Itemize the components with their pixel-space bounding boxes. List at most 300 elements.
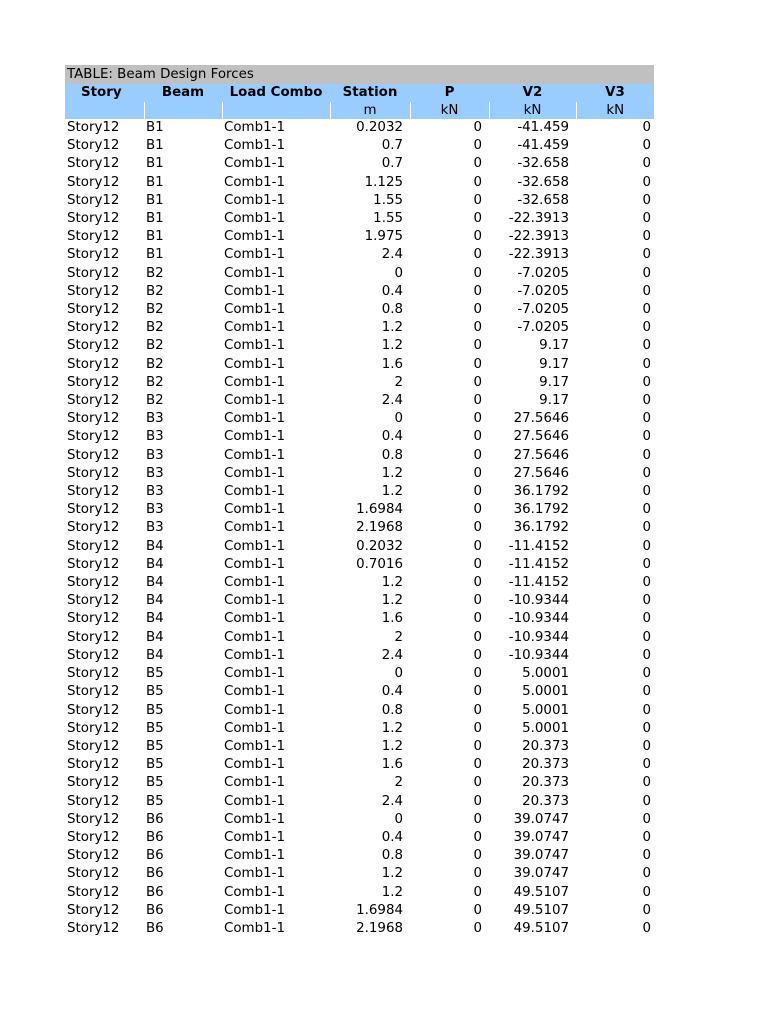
cell-story: Story12 xyxy=(67,120,120,135)
cell-station: 2.4 xyxy=(381,393,403,409)
cell-story: Story12 xyxy=(67,884,120,900)
cell-v2: 9.17 xyxy=(539,393,569,409)
cell-v3: 0 xyxy=(642,156,651,172)
cell-story: Story12 xyxy=(67,666,120,682)
cell-p: 0 xyxy=(473,138,482,154)
cell-v3: 0 xyxy=(642,447,651,463)
cell-v2: -11.4152 xyxy=(508,575,569,591)
cell-load-combo: Comb1-1 xyxy=(224,484,285,500)
cell-load-combo: Comb1-1 xyxy=(224,320,285,336)
cell-beam: B1 xyxy=(146,229,164,245)
table-row xyxy=(65,702,654,720)
cell-p: 0 xyxy=(473,647,482,663)
cell-v2: 5.0001 xyxy=(522,666,569,682)
cell-p: 0 xyxy=(473,320,482,336)
table-row xyxy=(65,374,654,392)
cell-v2: 20.373 xyxy=(522,738,569,754)
unit-v2: kN xyxy=(489,102,576,119)
table-row xyxy=(65,283,654,301)
cell-station: 0 xyxy=(394,811,403,827)
cell-v3: 0 xyxy=(642,374,651,390)
table-row xyxy=(65,246,654,264)
beam-design-forces-table xyxy=(65,84,654,938)
cell-station: 1.975 xyxy=(364,229,403,245)
cell-beam: B5 xyxy=(146,684,164,700)
cell-beam: B3 xyxy=(146,502,164,518)
cell-v2: -7.0205 xyxy=(517,283,569,299)
table-row xyxy=(65,155,654,173)
cell-v2: 5.0001 xyxy=(522,720,569,736)
cell-v2: 27.5646 xyxy=(513,447,569,463)
cell-station: 2 xyxy=(394,374,403,390)
cell-story: Story12 xyxy=(67,356,120,372)
cell-v2: 36.1792 xyxy=(513,502,569,518)
cell-load-combo: Comb1-1 xyxy=(224,465,285,481)
cell-load-combo: Comb1-1 xyxy=(224,575,285,591)
cell-v2: 49.5107 xyxy=(513,902,569,918)
cell-p: 0 xyxy=(473,720,482,736)
cell-v3: 0 xyxy=(642,556,651,572)
table-row xyxy=(65,720,654,738)
cell-beam: B1 xyxy=(146,174,164,190)
table-row xyxy=(65,192,654,210)
cell-story: Story12 xyxy=(67,302,120,318)
cell-story: Story12 xyxy=(67,757,120,773)
cell-load-combo: Comb1-1 xyxy=(224,156,285,172)
cell-p: 0 xyxy=(473,611,482,627)
cell-v2: 49.5107 xyxy=(513,884,569,900)
cell-v3: 0 xyxy=(642,502,651,518)
cell-v3: 0 xyxy=(642,174,651,190)
cell-station: 2.4 xyxy=(381,247,403,263)
table-row xyxy=(65,228,654,246)
cell-p: 0 xyxy=(473,411,482,427)
cell-v3: 0 xyxy=(642,848,651,864)
cell-station: 1.6 xyxy=(381,611,403,627)
cell-load-combo: Comb1-1 xyxy=(224,866,285,882)
cell-v2: -41.459 xyxy=(517,138,569,154)
cell-station: 1.2 xyxy=(381,720,403,736)
cell-p: 0 xyxy=(473,174,482,190)
cell-story: Story12 xyxy=(67,593,120,609)
cell-station: 0.4 xyxy=(381,829,403,845)
cell-v2: 5.0001 xyxy=(522,684,569,700)
cell-v2: 20.373 xyxy=(522,775,569,791)
cell-beam: B2 xyxy=(146,283,164,299)
table-row xyxy=(65,811,654,829)
cell-beam: B5 xyxy=(146,757,164,773)
cell-story: Story12 xyxy=(67,211,120,227)
cell-beam: B5 xyxy=(146,793,164,809)
cell-p: 0 xyxy=(473,502,482,518)
cell-load-combo: Comb1-1 xyxy=(224,757,285,773)
cell-p: 0 xyxy=(473,848,482,864)
cell-v2: -32.658 xyxy=(517,156,569,172)
cell-beam: B2 xyxy=(146,374,164,390)
cell-load-combo: Comb1-1 xyxy=(224,720,285,736)
cell-beam: B6 xyxy=(146,902,164,918)
cell-station: 0 xyxy=(394,411,403,427)
cell-station: 2.4 xyxy=(381,793,403,809)
cell-p: 0 xyxy=(473,211,482,227)
cell-station: 0.7 xyxy=(381,138,403,154)
cell-v2: 9.17 xyxy=(539,338,569,354)
cell-p: 0 xyxy=(473,356,482,372)
table-row xyxy=(65,647,654,665)
table-body xyxy=(65,119,654,938)
cell-v3: 0 xyxy=(642,647,651,663)
cell-load-combo: Comb1-1 xyxy=(224,684,285,700)
cell-load-combo: Comb1-1 xyxy=(224,211,285,227)
cell-beam: B2 xyxy=(146,338,164,354)
cell-station: 2.4 xyxy=(381,647,403,663)
cell-v2: 39.0747 xyxy=(513,811,569,827)
cell-station: 1.2 xyxy=(381,866,403,882)
cell-beam: B4 xyxy=(146,556,164,572)
cell-v3: 0 xyxy=(642,775,651,791)
cell-load-combo: Comb1-1 xyxy=(224,393,285,409)
table-row xyxy=(65,884,654,902)
unit-p: kN xyxy=(410,102,489,119)
cell-load-combo: Comb1-1 xyxy=(224,647,285,663)
cell-v2: 39.0747 xyxy=(513,866,569,882)
cell-p: 0 xyxy=(473,520,482,536)
table-row xyxy=(65,556,654,574)
cell-v3: 0 xyxy=(642,411,651,427)
cell-load-combo: Comb1-1 xyxy=(224,520,285,536)
table-row xyxy=(65,519,654,537)
cell-story: Story12 xyxy=(67,338,120,354)
cell-station: 1.6984 xyxy=(356,902,403,918)
cell-beam: B3 xyxy=(146,411,164,427)
cell-v3: 0 xyxy=(642,393,651,409)
cell-load-combo: Comb1-1 xyxy=(224,338,285,354)
cell-station: 2 xyxy=(394,775,403,791)
cell-load-combo: Comb1-1 xyxy=(224,447,285,463)
cell-story: Story12 xyxy=(67,775,120,791)
table-row xyxy=(65,501,654,519)
cell-station: 1.2 xyxy=(381,320,403,336)
table-row xyxy=(65,829,654,847)
cell-beam: B6 xyxy=(146,829,164,845)
cell-v2: 20.373 xyxy=(522,757,569,773)
cell-v3: 0 xyxy=(642,138,651,154)
cell-story: Story12 xyxy=(67,702,120,718)
cell-p: 0 xyxy=(473,902,482,918)
cell-load-combo: Comb1-1 xyxy=(224,666,285,682)
cell-story: Story12 xyxy=(67,192,120,208)
cell-story: Story12 xyxy=(67,320,120,336)
column-header-station: Station xyxy=(330,84,410,102)
cell-v2: -41.459 xyxy=(517,120,569,135)
cell-v2: 39.0747 xyxy=(513,829,569,845)
table-row xyxy=(65,265,654,283)
cell-story: Story12 xyxy=(67,265,120,281)
cell-story: Story12 xyxy=(67,156,120,172)
cell-beam: B5 xyxy=(146,738,164,754)
cell-v2: -32.658 xyxy=(517,174,569,190)
column-header-v3: V3 xyxy=(576,84,654,102)
cell-story: Story12 xyxy=(67,684,120,700)
cell-v3: 0 xyxy=(642,920,651,936)
cell-v3: 0 xyxy=(642,229,651,245)
table-row xyxy=(65,902,654,920)
cell-v3: 0 xyxy=(642,720,651,736)
cell-load-combo: Comb1-1 xyxy=(224,738,285,754)
column-header-p: P xyxy=(410,84,489,102)
unit-beam xyxy=(144,102,222,119)
cell-p: 0 xyxy=(473,283,482,299)
cell-station: 0.4 xyxy=(381,429,403,445)
table-row xyxy=(65,447,654,465)
cell-p: 0 xyxy=(473,538,482,554)
cell-story: Story12 xyxy=(67,283,120,299)
cell-station: 0.8 xyxy=(381,302,403,318)
cell-v3: 0 xyxy=(642,356,651,372)
table-row xyxy=(65,774,654,792)
cell-v3: 0 xyxy=(642,538,651,554)
cell-v3: 0 xyxy=(642,629,651,645)
cell-beam: B5 xyxy=(146,720,164,736)
cell-story: Story12 xyxy=(67,829,120,845)
cell-station: 0.8 xyxy=(381,702,403,718)
cell-story: Story12 xyxy=(67,138,120,154)
cell-v3: 0 xyxy=(642,465,651,481)
table-row xyxy=(65,174,654,192)
cell-v3: 0 xyxy=(642,738,651,754)
table-row xyxy=(65,119,654,137)
cell-station: 0.4 xyxy=(381,684,403,700)
cell-v3: 0 xyxy=(642,484,651,500)
cell-v2: -11.4152 xyxy=(508,538,569,554)
cell-beam: B3 xyxy=(146,465,164,481)
table-row xyxy=(65,793,654,811)
table-row xyxy=(65,428,654,446)
table-row xyxy=(65,610,654,628)
cell-station: 0.4 xyxy=(381,283,403,299)
cell-beam: B4 xyxy=(146,575,164,591)
cell-v3: 0 xyxy=(642,120,651,135)
cell-v2: 36.1792 xyxy=(513,484,569,500)
cell-load-combo: Comb1-1 xyxy=(224,247,285,263)
unit-station: m xyxy=(330,102,410,119)
cell-story: Story12 xyxy=(67,247,120,263)
table-row xyxy=(65,137,654,155)
cell-p: 0 xyxy=(473,829,482,845)
cell-beam: B2 xyxy=(146,356,164,372)
cell-station: 0.8 xyxy=(381,447,403,463)
cell-load-combo: Comb1-1 xyxy=(224,920,285,936)
cell-story: Story12 xyxy=(67,393,120,409)
cell-story: Story12 xyxy=(67,647,120,663)
cell-v3: 0 xyxy=(642,684,651,700)
table-title: TABLE: Beam Design Forces xyxy=(65,65,654,84)
cell-beam: B2 xyxy=(146,265,164,281)
column-header-story: Story xyxy=(65,84,144,102)
cell-v2: -11.4152 xyxy=(508,556,569,572)
cell-p: 0 xyxy=(473,775,482,791)
cell-v2: -7.0205 xyxy=(517,265,569,281)
table-row xyxy=(65,538,654,556)
cell-load-combo: Comb1-1 xyxy=(224,829,285,845)
table-row xyxy=(65,756,654,774)
cell-station: 0 xyxy=(394,265,403,281)
cell-station: 1.6984 xyxy=(356,502,403,518)
cell-story: Story12 xyxy=(67,556,120,572)
cell-p: 0 xyxy=(473,156,482,172)
cell-story: Story12 xyxy=(67,920,120,936)
unit-story xyxy=(65,102,144,119)
column-header-beam: Beam xyxy=(144,84,222,102)
cell-load-combo: Comb1-1 xyxy=(224,902,285,918)
cell-load-combo: Comb1-1 xyxy=(224,192,285,208)
cell-p: 0 xyxy=(473,684,482,700)
cell-beam: B6 xyxy=(146,920,164,936)
cell-v2: -10.9344 xyxy=(508,611,569,627)
cell-load-combo: Comb1-1 xyxy=(224,556,285,572)
cell-v3: 0 xyxy=(642,702,651,718)
cell-station: 1.2 xyxy=(381,465,403,481)
cell-story: Story12 xyxy=(67,447,120,463)
table-row xyxy=(65,319,654,337)
cell-load-combo: Comb1-1 xyxy=(224,793,285,809)
cell-beam: B2 xyxy=(146,320,164,336)
cell-beam: B2 xyxy=(146,302,164,318)
cell-load-combo: Comb1-1 xyxy=(224,138,285,154)
cell-story: Story12 xyxy=(67,720,120,736)
table-row xyxy=(65,392,654,410)
cell-v3: 0 xyxy=(642,320,651,336)
table-row xyxy=(65,592,654,610)
cell-beam: B1 xyxy=(146,138,164,154)
cell-v2: -7.0205 xyxy=(517,302,569,318)
cell-p: 0 xyxy=(473,666,482,682)
cell-beam: B5 xyxy=(146,775,164,791)
column-header-v2: V2 xyxy=(489,84,576,102)
cell-v3: 0 xyxy=(642,793,651,809)
cell-station: 1.2 xyxy=(381,575,403,591)
cell-beam: B1 xyxy=(146,211,164,227)
cell-story: Story12 xyxy=(67,738,120,754)
cell-load-combo: Comb1-1 xyxy=(224,229,285,245)
cell-beam: B3 xyxy=(146,520,164,536)
cell-load-combo: Comb1-1 xyxy=(224,411,285,427)
cell-load-combo: Comb1-1 xyxy=(224,593,285,609)
cell-p: 0 xyxy=(473,302,482,318)
cell-p: 0 xyxy=(473,229,482,245)
cell-beam: B3 xyxy=(146,429,164,445)
cell-v2: 20.373 xyxy=(522,793,569,809)
cell-v2: -22.3913 xyxy=(508,229,569,245)
cell-load-combo: Comb1-1 xyxy=(224,174,285,190)
cell-station: 0.2032 xyxy=(356,538,403,554)
table-row xyxy=(65,465,654,483)
cell-story: Story12 xyxy=(67,793,120,809)
table-row xyxy=(65,337,654,355)
cell-station: 2.1968 xyxy=(356,520,403,536)
units-row xyxy=(65,102,654,119)
cell-v3: 0 xyxy=(642,666,651,682)
cell-p: 0 xyxy=(473,593,482,609)
cell-load-combo: Comb1-1 xyxy=(224,629,285,645)
cell-v2: 49.5107 xyxy=(513,920,569,936)
cell-beam: B4 xyxy=(146,647,164,663)
cell-v2: 27.5646 xyxy=(513,411,569,427)
cell-v3: 0 xyxy=(642,811,651,827)
table-row xyxy=(65,410,654,428)
cell-story: Story12 xyxy=(67,811,120,827)
table-row xyxy=(65,920,654,938)
cell-v3: 0 xyxy=(642,211,651,227)
cell-story: Story12 xyxy=(67,174,120,190)
cell-p: 0 xyxy=(473,884,482,900)
table-row xyxy=(65,356,654,374)
cell-v3: 0 xyxy=(642,520,651,536)
table-row xyxy=(65,210,654,228)
cell-load-combo: Comb1-1 xyxy=(224,775,285,791)
cell-station: 0.2032 xyxy=(356,120,403,135)
cell-station: 0.7016 xyxy=(356,556,403,572)
cell-p: 0 xyxy=(473,393,482,409)
cell-load-combo: Comb1-1 xyxy=(224,848,285,864)
cell-station: 0.8 xyxy=(381,848,403,864)
table-row xyxy=(65,483,654,501)
cell-v3: 0 xyxy=(642,302,651,318)
cell-v3: 0 xyxy=(642,283,651,299)
cell-load-combo: Comb1-1 xyxy=(224,356,285,372)
cell-p: 0 xyxy=(473,629,482,645)
cell-beam: B1 xyxy=(146,192,164,208)
cell-station: 2.1968 xyxy=(356,920,403,936)
cell-v2: 39.0747 xyxy=(513,848,569,864)
table-row xyxy=(65,683,654,701)
cell-beam: B1 xyxy=(146,156,164,172)
cell-story: Story12 xyxy=(67,611,120,627)
unit-v3: kN xyxy=(576,102,654,119)
cell-p: 0 xyxy=(473,120,482,135)
cell-p: 0 xyxy=(473,192,482,208)
cell-v2: -7.0205 xyxy=(517,320,569,336)
cell-p: 0 xyxy=(473,920,482,936)
cell-station: 2 xyxy=(394,629,403,645)
cell-beam: B5 xyxy=(146,702,164,718)
cell-v3: 0 xyxy=(642,192,651,208)
cell-v3: 0 xyxy=(642,247,651,263)
cell-v2: -10.9344 xyxy=(508,593,569,609)
cell-story: Story12 xyxy=(67,429,120,445)
cell-station: 1.2 xyxy=(381,338,403,354)
cell-load-combo: Comb1-1 xyxy=(224,884,285,900)
cell-story: Story12 xyxy=(67,538,120,554)
cell-station: 1.6 xyxy=(381,757,403,773)
cell-p: 0 xyxy=(473,374,482,390)
cell-beam: B1 xyxy=(146,247,164,263)
cell-v3: 0 xyxy=(642,902,651,918)
cell-load-combo: Comb1-1 xyxy=(224,265,285,281)
cell-load-combo: Comb1-1 xyxy=(224,283,285,299)
cell-load-combo: Comb1-1 xyxy=(224,502,285,518)
cell-beam: B6 xyxy=(146,811,164,827)
cell-story: Story12 xyxy=(67,520,120,536)
cell-p: 0 xyxy=(473,738,482,754)
cell-story: Story12 xyxy=(67,374,120,390)
cell-story: Story12 xyxy=(67,866,120,882)
cell-beam: B1 xyxy=(146,120,164,135)
cell-station: 1.6 xyxy=(381,356,403,372)
cell-story: Story12 xyxy=(67,484,120,500)
cell-p: 0 xyxy=(473,484,482,500)
cell-story: Story12 xyxy=(67,411,120,427)
